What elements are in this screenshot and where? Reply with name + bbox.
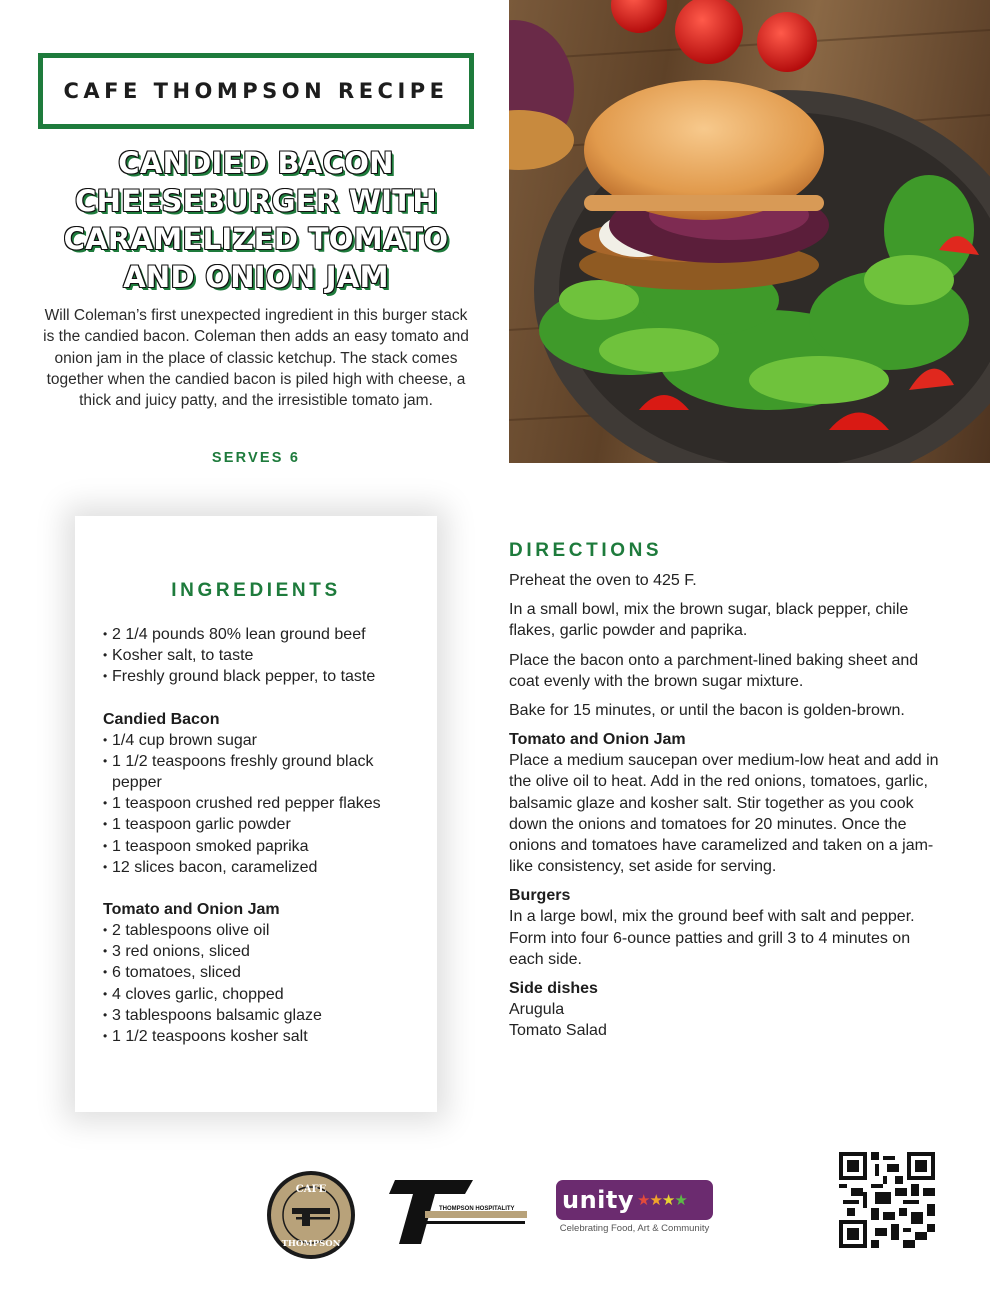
direction-step: In a small bowl, mix the brown sugar, black pepper, chile flakes, garlic powder and paprika. [509, 601, 909, 640]
cafe-logo-top-text: CAFE [295, 1184, 327, 1195]
direction-step: Place the bacon onto a parchment-lined baking sheet and coat evenly with the brown sugar mixture. [509, 651, 919, 690]
list-item: • 1 1/2 teaspoons kosher salt [103, 1026, 437, 1047]
title-line: AND ONION JAM [123, 260, 389, 294]
list-item: • 1 teaspoon crushed red pepper flakes [103, 793, 437, 814]
side-dish-item: Arugula [509, 1001, 565, 1019]
list-item: • 1 teaspoon smoked paprika [103, 836, 437, 857]
list-item: • 3 tablespoons balsamic glaze [103, 1005, 437, 1026]
unity-wordmark: unity [562, 1186, 635, 1214]
title-line: CANDIED BACON [118, 146, 394, 180]
list-item: • 2 tablespoons olive oil [103, 920, 437, 941]
recipe-title [30, 144, 482, 296]
list-item: • Freshly ground black pepper, to taste [103, 666, 437, 687]
ingredients-heading: INGREDIENTS [171, 580, 341, 601]
list-item: • 2 1/4 pounds 80% lean ground beef [103, 624, 437, 645]
title-line: CHEESEBURGER WITH [75, 184, 437, 218]
serves-label: SERVES 6 [211, 450, 301, 466]
jam-directions-heading: Tomato and Onion Jam [509, 731, 686, 749]
stars-icon: ★★★★ [637, 1192, 687, 1209]
side-dish-item: Tomato Salad [509, 1022, 607, 1040]
list-item: • 3 red onions, sliced [103, 941, 437, 962]
list-item: • 6 tomatoes, sliced [103, 962, 437, 983]
recipe-badge-label: CAFE THOMPSON RECIPE [63, 79, 449, 103]
unity-tagline: Celebrating Food, Art & Community [559, 1223, 710, 1234]
jam-ingredients-heading: Tomato and Onion Jam [103, 901, 280, 919]
burgers-heading: Burgers [509, 887, 571, 905]
list-item: • 4 cloves garlic, chopped [103, 984, 437, 1005]
recipe-badge [38, 53, 474, 129]
direction-step: Preheat the oven to 425 F. [509, 572, 697, 589]
burgers-text: In a large bowl, mix the ground beef with salt and pepper. Form into four 6-ounce patties and grill 3 to 4 minutes on each side. [509, 908, 915, 968]
ingredients-main-list [103, 624, 437, 688]
candied-bacon-heading: Candied Bacon [103, 710, 220, 728]
directions-section [509, 540, 949, 1041]
list-item: • 12 slices bacon, caramelized [103, 857, 437, 878]
unity-logo [556, 1180, 713, 1220]
directions-heading: DIRECTIONS [509, 540, 663, 561]
hospitality-label: THOMPSON HOSPITALITY [439, 1206, 515, 1212]
qr-code-icon[interactable] [839, 1152, 935, 1248]
list-item: • 1/4 cup brown sugar [103, 730, 437, 751]
candied-bacon-list [103, 730, 437, 878]
jam-ingredients-list [103, 920, 437, 1047]
cafe-thompson-logo [266, 1170, 356, 1260]
ingredients-card [75, 516, 437, 1112]
burger-photo [509, 0, 990, 463]
cafe-logo-bottom-text: THOMPSON [281, 1239, 341, 1249]
recipe-intro: Will Coleman’s first unexpected ingredient in this burger stack is the candied bacon. Coleman then adds an easy tomato and onion jam in the place of classic ketchup. The stack comes together when the candied bacon is piled high with cheese, a thick and juicy patty, and the irresistible tomato jam. [43, 307, 469, 410]
jam-directions-text: Place a medium saucepan over medium-low heat and add in the olive oil to heat. Add in the red onions, tomatoes, garlic, balsamic glaze and kosher salt. Stir together as you cook down the onions and tomatoes for 20 minutes. Once the onions and tomatoes have caramelized and taken on a jam-like consistency, set aside for serving. [509, 752, 939, 876]
direction-step: Bake for 15 minutes, or until the bacon is golden-brown. [509, 702, 905, 720]
title-line: CARAMELIZED TOMATO [63, 222, 449, 256]
thompson-hospitality-logo [385, 1178, 530, 1248]
list-item: • Kosher salt, to taste [103, 645, 437, 666]
list-item: • 1 1/2 teaspoons freshly ground black pepper [103, 751, 437, 793]
side-dishes-heading: Side dishes [509, 980, 598, 998]
list-item: • 1 teaspoon garlic powder [103, 814, 437, 835]
